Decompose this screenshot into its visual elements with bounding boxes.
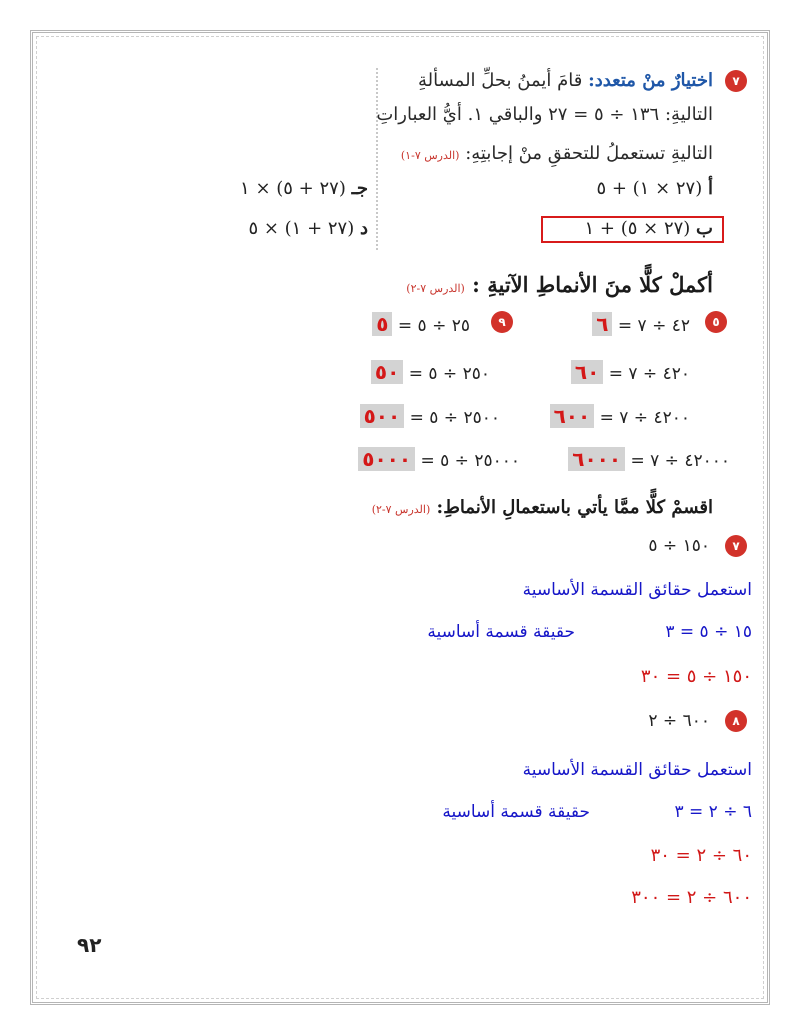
p7-fact: ١٥ ÷ ٥ = ٣ xyxy=(665,622,752,642)
p7-hint: استعمل حقائق القسمة الأساسية xyxy=(522,580,752,600)
option-c-letter: جـ xyxy=(351,178,368,199)
p8-hint: استعمل حقائق القسمة الأساسية xyxy=(522,760,752,780)
p7-result: ١٥٠ ÷ ٥ = ٣٠ xyxy=(640,666,752,687)
pattern-a-row-3: ٤٢٠٠ ÷ ٧ = ٦٠٠ xyxy=(550,404,690,428)
pattern-a-row-1: ٤٢ ÷ ٧ = ٦ xyxy=(592,312,690,336)
pattern-a-badge: ٥ xyxy=(705,311,727,333)
option-b-letter: ب xyxy=(696,218,713,239)
option-d xyxy=(248,218,368,239)
patterns-title: أكملْ كلًّا منَ الأنماطِ الآتيةِ : (الدرس ٧-٢) xyxy=(406,272,713,297)
problem-8-expr: ٦٠٠ ÷ ٢ xyxy=(648,711,710,731)
p8-result-1: ٦٠ ÷ ٢ = ٣٠ xyxy=(650,845,752,866)
q7-line1 xyxy=(418,70,713,91)
answer: ٦٠٠٠ xyxy=(568,447,625,471)
patterns-ref: (الدرس ٧-٢) xyxy=(406,282,465,295)
pattern-b-row-1: ٢٥ ÷ ٥ = ٥ xyxy=(372,312,470,336)
q7-line1-text: قامَ أيمنُ بحلِّ المسألةِ xyxy=(417,70,583,91)
pattern-b-badge: ٩ xyxy=(491,311,513,333)
q7-line3 xyxy=(401,143,713,164)
q7-line2: التاليةِ: ١٣٦ ÷ ٥ = ٢٧ والباقي ١. أيُّ العباراتِ xyxy=(376,104,713,125)
pattern-a-row-4: ٤٢٠٠٠ ÷ ٧ = ٦٠٠٠ xyxy=(568,447,730,471)
problem-8-badge: ٨ xyxy=(725,710,747,732)
problem-7-expr: ١٥٠ ÷ ٥ xyxy=(648,536,710,556)
pattern-a-row-2: ٤٢٠ ÷ ٧ = ٦٠ xyxy=(571,360,690,384)
answer: ٥ xyxy=(372,312,392,336)
p8-result-2: ٦٠٠ ÷ ٢ = ٣٠٠ xyxy=(631,887,752,908)
option-c xyxy=(240,178,368,199)
answer: ٥٠٠ xyxy=(360,404,405,428)
page-number: ٩٢ xyxy=(77,933,102,957)
pattern-b-row-4: ٢٥٠٠٠ ÷ ٥ = ٥٠٠٠ xyxy=(358,447,520,471)
p7-fact-label: حقيقة قسمة أساسية xyxy=(427,622,575,642)
answer: ٥٠ xyxy=(371,360,403,384)
q7-line3-text: التاليةِ تستعملُ للتحققِ منْ إجابتِهِ: xyxy=(465,143,713,164)
pattern-b-row-2: ٢٥٠ ÷ ٥ = ٥٠ xyxy=(371,360,490,384)
divide-ref: (الدرس ٧-٢) xyxy=(371,503,431,516)
option-b-expr: (٢٧ × ٥) + ١ xyxy=(584,218,691,239)
answer: ٦٠ xyxy=(571,360,603,384)
option-b xyxy=(585,218,714,239)
option-a-letter: أ xyxy=(707,178,713,199)
lesson-ref: (الدرس ٧-١) xyxy=(400,149,460,162)
p8-fact: ٦ ÷ ٢ = ٣ xyxy=(674,802,752,822)
question-number-badge: ٧ xyxy=(725,70,747,92)
answer: ٦ xyxy=(592,312,612,336)
p8-fact-label: حقيقة قسمة أساسية xyxy=(442,802,590,822)
column-divider xyxy=(376,68,378,250)
option-d-letter: د xyxy=(359,218,368,239)
divide-title: اقسمْ كلًّا ممَّا يأتي باستعمالِ الأنماطِ: (الدرس ٧-٢) xyxy=(371,497,713,518)
option-a-expr: (٢٧ × ١) + ٥ xyxy=(596,178,703,199)
option-a xyxy=(596,178,713,199)
problem-7-badge: ٧ xyxy=(725,535,747,557)
option-d-expr: (٢٧ + ١) × ٥ xyxy=(248,218,355,239)
answer: ٥٠٠٠ xyxy=(358,447,415,471)
answer: ٦٠٠ xyxy=(550,404,595,428)
q7-title: اختيارٌ منْ متعدد: xyxy=(588,70,713,91)
option-c-expr: (٢٧ + ٥) × ١ xyxy=(240,178,346,199)
pattern-b-row-3: ٢٥٠٠ ÷ ٥ = ٥٠٠ xyxy=(360,404,500,428)
